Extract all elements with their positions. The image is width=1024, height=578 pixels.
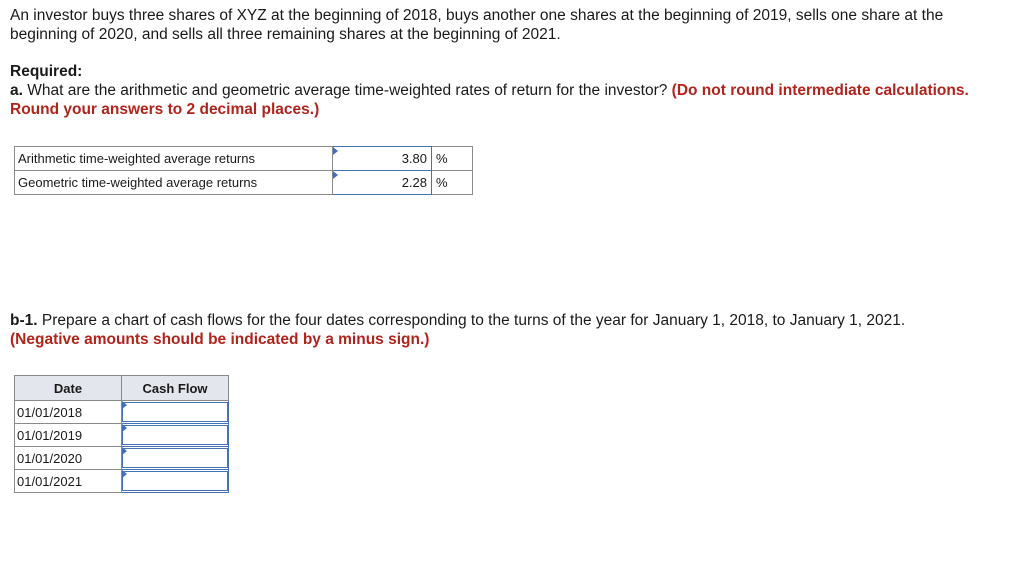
cash-flow-input-2019[interactable]: [122, 425, 228, 445]
table-row: [15, 147, 473, 171]
cash-flow-table: [14, 375, 229, 493]
field-marker-icon: [122, 470, 127, 478]
question-b1-text: Prepare a chart of cash flows for the four dates corresponding to the turns of the year for January 1, 2018, to January 1, 2021.: [37, 312, 906, 329]
part-a-table: [14, 146, 473, 195]
problem-statement: An investor buys three shares of XYZ at the beginning of 2018, buys another one shares at the beginning of 2019, sells one share at the beginning of 2020, and sells all three remaining shares at the beginning of 2021.: [10, 7, 944, 43]
question-b1-prefix: b-1.: [10, 312, 38, 329]
table-row: [15, 171, 473, 195]
cash-flow-cell: [122, 424, 229, 447]
arithmetic-answer-value: 3.80: [401, 151, 427, 166]
date-column-header: Date: [15, 376, 122, 401]
geometric-label: Geometric time-weighted average returns: [15, 171, 333, 195]
arithmetic-label: Arithmetic time-weighted average returns: [15, 147, 333, 171]
required-heading: Required:: [10, 63, 83, 80]
question-a-prefix: a.: [10, 82, 23, 99]
field-marker-icon: [333, 171, 338, 179]
field-marker-icon: [333, 147, 338, 155]
question-a-text: What are the arithmetic and geometric average time-weighted rates of return for the investor?: [22, 82, 672, 99]
percent-unit: %: [432, 147, 473, 171]
question-b1-instruction: (Negative amounts should be indicated by a minus sign.): [10, 331, 430, 348]
question-b1-line: [10, 311, 1010, 330]
question-b1: [10, 311, 1010, 349]
date-cell: 01/01/2019: [15, 424, 122, 447]
date-cell: 01/01/2021: [15, 470, 122, 493]
percent-unit: %: [432, 171, 473, 195]
table-row: [15, 447, 229, 470]
cash-flow-column-header: Cash Flow: [122, 376, 229, 401]
date-cell: 01/01/2020: [15, 447, 122, 470]
cash-flow-input-2018[interactable]: [122, 402, 228, 422]
field-marker-icon: [122, 401, 127, 409]
table-header-row: [15, 376, 229, 401]
question-a: [10, 81, 1010, 119]
date-cell: 01/01/2018: [15, 401, 122, 424]
cash-flow-input-2020[interactable]: [122, 448, 228, 468]
geometric-answer-value: 2.28: [401, 175, 427, 190]
required-section: [10, 62, 1010, 119]
table-row: [15, 401, 229, 424]
field-marker-icon: [122, 424, 127, 432]
cash-flow-input-2021[interactable]: [122, 471, 228, 491]
cash-flow-cell: [122, 401, 229, 424]
geometric-answer-field[interactable]: [333, 171, 432, 195]
cash-flow-cell: [122, 447, 229, 470]
arithmetic-answer-field[interactable]: [333, 147, 432, 171]
question-a-instruction: (Do not round intermediate calculations. Round your answers to 2 decimal places.): [10, 82, 969, 118]
cash-flow-cell: [122, 470, 229, 493]
table-row: [15, 470, 229, 493]
field-marker-icon: [122, 447, 127, 455]
table-row: [15, 424, 229, 447]
